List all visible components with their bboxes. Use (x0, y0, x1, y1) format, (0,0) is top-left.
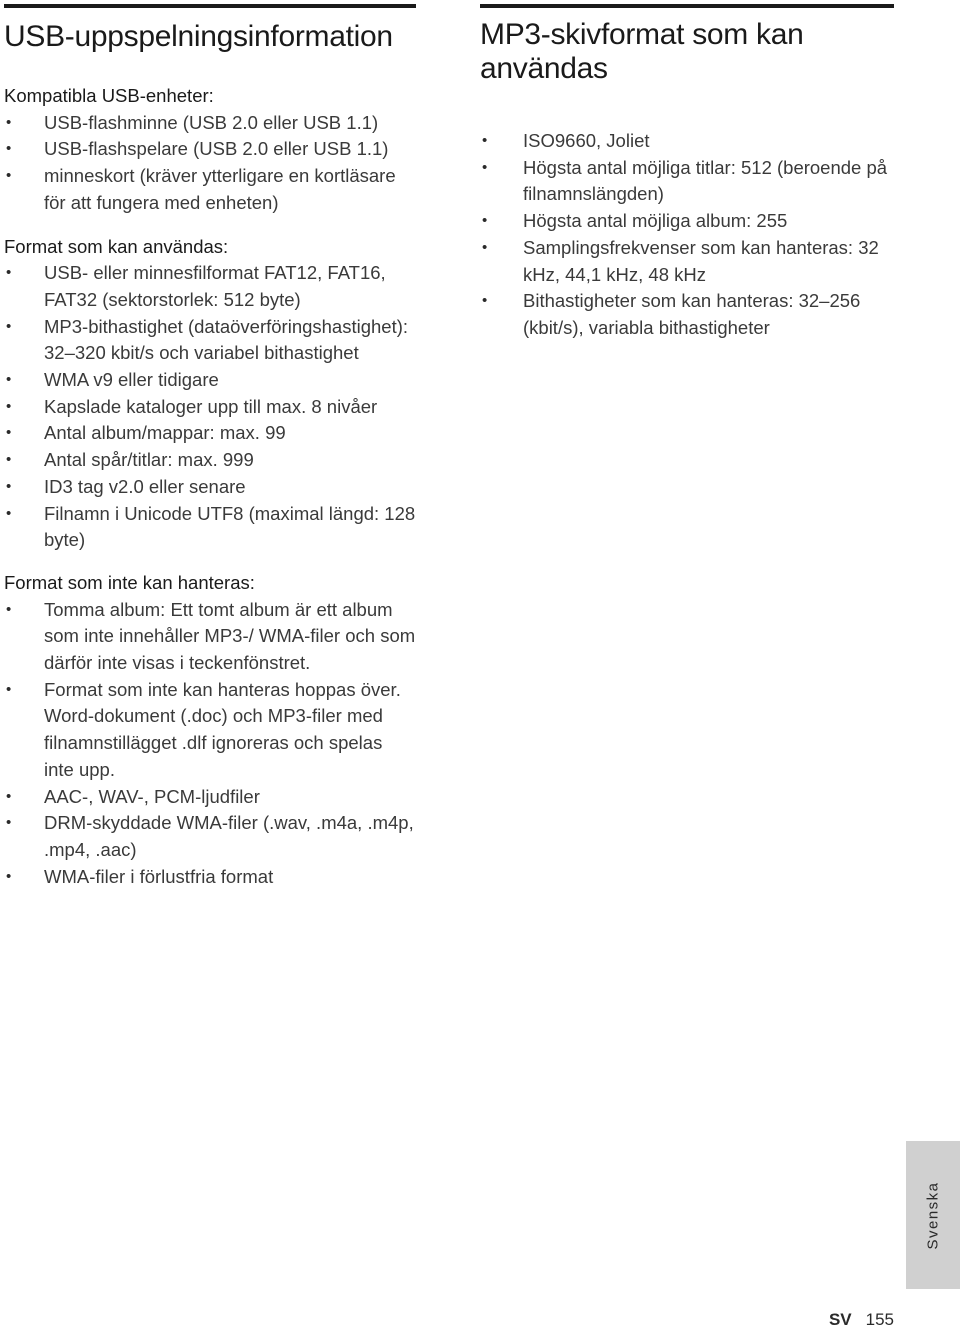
title-rule (480, 4, 894, 8)
list-item-text: USB-flashminne (USB 2.0 eller USB 1.1) (44, 111, 379, 133)
section-heading-unsupported-formats: Format som inte kan hanteras: (4, 571, 255, 593)
list-item-text: Antal album/mappar: max. 99 (44, 422, 286, 444)
bullet-icon: • (6, 814, 12, 832)
unsupported-formats-list (4, 597, 416, 891)
bullet-icon: • (6, 113, 12, 131)
bullet-icon: • (6, 167, 12, 185)
list-item-text: Filnamn i Unicode UTF8 (maximal längd: 128 byte) (44, 502, 416, 551)
section-heading-supported-formats: Format som kan användas: (4, 235, 229, 257)
bullet-icon: • (6, 371, 12, 389)
list-item-text: Bithastigheter som kan hanteras: 32–256 (kbit/s), variabla bithastigheter (523, 290, 861, 338)
list-item-text: Antal spår/titlar: max. 999 (44, 449, 254, 471)
list-item (480, 155, 894, 208)
bullet-icon: • (6, 317, 12, 335)
bullet-icon: • (6, 477, 12, 495)
bullet-icon: • (6, 600, 12, 618)
bullet-icon: • (482, 238, 488, 256)
bullet-icon: • (6, 867, 12, 885)
list-item (4, 163, 416, 216)
list-item-text: Tomma album: Ett tomt album är ett album som inte innehåller MP3-/ WMA-filer och som därför inte visas i teckenfönstret. (44, 598, 416, 674)
language-code: SV (828, 1310, 852, 1329)
mp3-formats-list (480, 128, 894, 342)
page-footer (829, 1310, 894, 1330)
list-item-text: WMA-filer i förlustfria format (44, 865, 274, 887)
list-item-text: Kapslade kataloger upp till max. 8 nivåer (44, 395, 378, 417)
left-column (4, 0, 416, 890)
bullet-icon: • (6, 451, 12, 469)
list-item (4, 394, 416, 421)
compatible-devices-list (4, 110, 416, 217)
bullet-icon: • (482, 292, 488, 310)
bullet-icon: • (6, 424, 12, 442)
list-item (4, 136, 416, 163)
list-item (4, 784, 416, 811)
list-item-text: AAC-, WAV-, PCM-ljudfiler (44, 785, 260, 807)
list-item-text: USB-flashspelare (USB 2.0 eller USB 1.1) (44, 138, 389, 160)
list-item-text: Högsta antal möjliga album: 255 (523, 210, 788, 232)
list-item (4, 677, 416, 784)
bullet-icon: • (6, 680, 12, 698)
list-item (4, 314, 416, 367)
language-tab (906, 1141, 960, 1289)
bullet-icon: • (6, 140, 12, 158)
list-item-text: ID3 tag v2.0 eller senare (44, 475, 246, 497)
list-item (4, 597, 416, 677)
list-item (4, 864, 416, 891)
bullet-icon: • (482, 132, 488, 149)
list-item (4, 474, 416, 501)
bullet-icon: • (6, 264, 12, 282)
list-item-text: Samplingsfrekvenser som kan hanteras: 32 kHz, 44,1 kHz, 48 kHz (523, 236, 879, 285)
page-number: 155 (865, 1310, 894, 1329)
bullet-icon: • (6, 504, 12, 522)
supported-formats-list (4, 260, 416, 554)
list-item (4, 110, 416, 137)
bullet-icon: • (482, 158, 488, 176)
list-item (4, 810, 416, 863)
list-item-text: ISO9660, Joliet (523, 130, 650, 151)
list-item-text: USB- eller minnesfilformat FAT12, FAT16, FAT32 (sektorstorlek: 512 byte) (44, 262, 386, 310)
list-item (480, 288, 894, 341)
list-item (480, 208, 894, 235)
bullet-icon: • (6, 787, 12, 805)
list-item (4, 501, 416, 554)
language-label: Svenska (924, 1180, 942, 1250)
list-item (4, 367, 416, 394)
list-item-text: Högsta antal möjliga titlar: 512 (beroende på filnamnslängden) (523, 156, 888, 205)
list-item-text: DRM-skyddade WMA-filer (.wav, .m4a, .m4p, .mp4, .aac) (44, 812, 414, 860)
list-item (480, 128, 894, 155)
right-column (480, 0, 894, 342)
list-item-text: WMA v9 eller tidigare (44, 369, 219, 391)
bullet-icon: • (482, 212, 488, 230)
section-heading-compatible-devices: Kompatibla USB-enheter: (4, 85, 214, 106)
mp3-section-title: MP3-skivformat som kan användas (480, 18, 804, 85)
bullet-icon: • (6, 397, 12, 415)
list-item-text: Format som inte kan hanteras hoppas över. Word-dokument (.doc) och MP3-filer med filnamnstillägget .dlf ignoreras och spelas inte upp. (44, 678, 401, 780)
page-title: USB-uppspelningsinformation (4, 20, 393, 53)
list-item (4, 420, 416, 447)
title-rule (4, 4, 416, 8)
list-item (4, 260, 416, 313)
list-item (4, 447, 416, 474)
list-item-text: MP3-bithastighet (dataöverföringshastighet): 32–320 kbit/s och variabel bithastighet (44, 315, 409, 364)
list-item-text: minneskort (kräver ytterligare en kortläsare för att fungera med enheten) (44, 165, 396, 213)
list-item (480, 235, 894, 288)
